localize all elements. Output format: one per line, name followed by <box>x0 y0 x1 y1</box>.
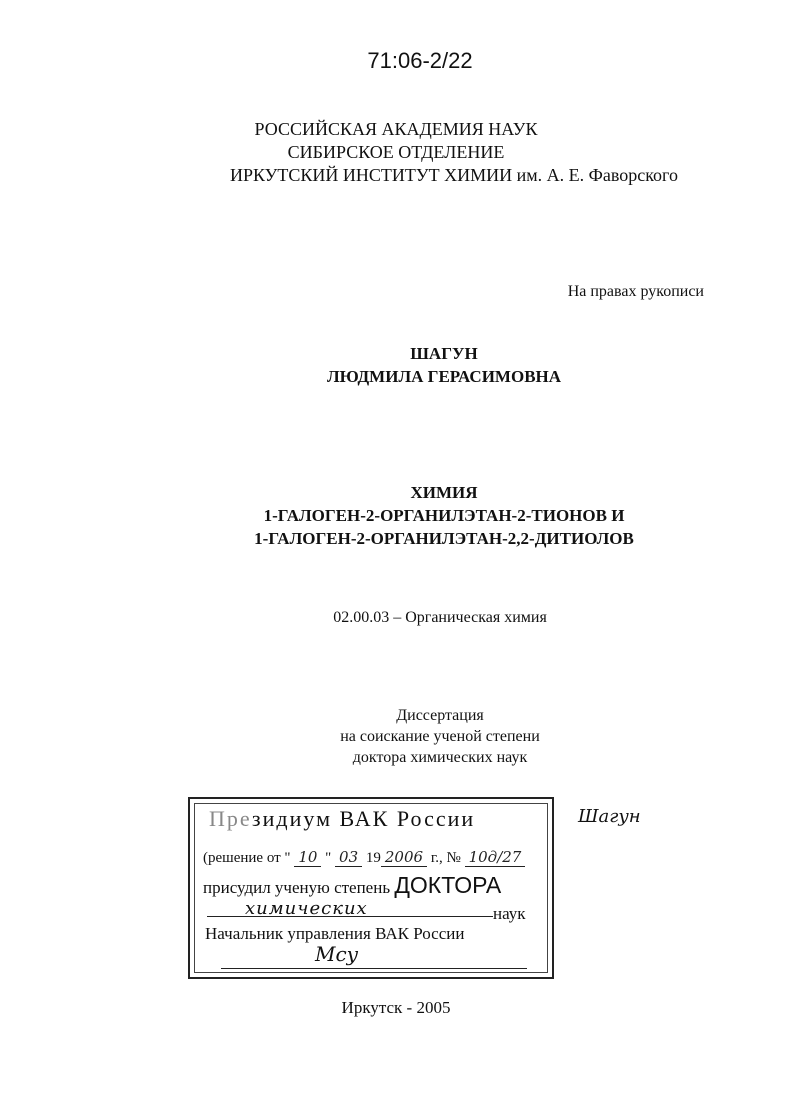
title-line-1: ХИМИЯ <box>410 483 478 502</box>
stamp-title-faded: Пре <box>209 806 252 831</box>
org-branch: СИБИРСКОЕ ОТДЕЛЕНИЕ <box>287 142 505 162</box>
archive-code: 71:06-2/22 <box>367 48 473 73</box>
org-academy: РОССИЙСКАЯ АКАДЕМИЯ НАУК <box>254 119 538 139</box>
decision-day: 10 <box>294 848 321 867</box>
author-given-names: ЛЮДМИЛА ГЕРАСИМОВНА <box>326 367 562 386</box>
field-suffix: наук <box>493 904 526 923</box>
title-line-2: 1-ГАЛОГЕН-2-ОРГАНИЛЭТАН-2-ТИОНОВ И <box>263 506 625 525</box>
awarded-prefix: присудил ученую степень <box>203 878 391 897</box>
signature-underline <box>221 968 527 969</box>
rights-note: На правах рукописи <box>567 283 704 300</box>
decision-month: 03 <box>335 848 362 867</box>
decision-mid: " <box>325 850 332 866</box>
decision-suffix: г., № <box>430 850 461 866</box>
dissertation-degree: доктора химических наук <box>352 749 528 766</box>
org-institute: ИРКУТСКИЙ ИНСТИТУТ ХИМИИ им. А. Е. Фаворского <box>230 165 678 185</box>
stamp-awarded <box>203 872 501 899</box>
field-handwritten: химических <box>245 898 368 919</box>
decision-prefix: (решение от " <box>203 850 291 866</box>
dissertation-purpose: на соискание ученой степени <box>340 728 540 745</box>
dissertation-label: Диссертация <box>396 707 484 724</box>
stamp-decision <box>203 848 525 867</box>
title-line-3: 1-ГАЛОГЕН-2-ОРГАНИЛЭТАН-2,2-ДИТИОЛОВ <box>254 529 634 548</box>
stamp-title <box>209 806 475 832</box>
decision-year-print: 19 <box>365 850 381 866</box>
author-surname: ШАГУН <box>410 344 478 363</box>
decision-year-hand: 2006 <box>381 848 427 867</box>
specialty: 02.00.03 – Органическая химия <box>333 609 547 626</box>
awarded-degree: ДОКТОРА <box>394 872 502 898</box>
decision-number: 10д/27 <box>465 848 526 867</box>
stamp-inner-border <box>194 803 548 973</box>
city-year: Иркутск - 2005 <box>341 998 451 1017</box>
stamp-head-label: Начальник управления ВАК России <box>205 924 465 943</box>
margin-signature: Шагун <box>578 806 641 827</box>
vak-stamp <box>188 797 554 979</box>
stamp-title-main: зидиум ВАК России <box>251 806 476 831</box>
stamp-signature: Мсу <box>315 942 359 966</box>
